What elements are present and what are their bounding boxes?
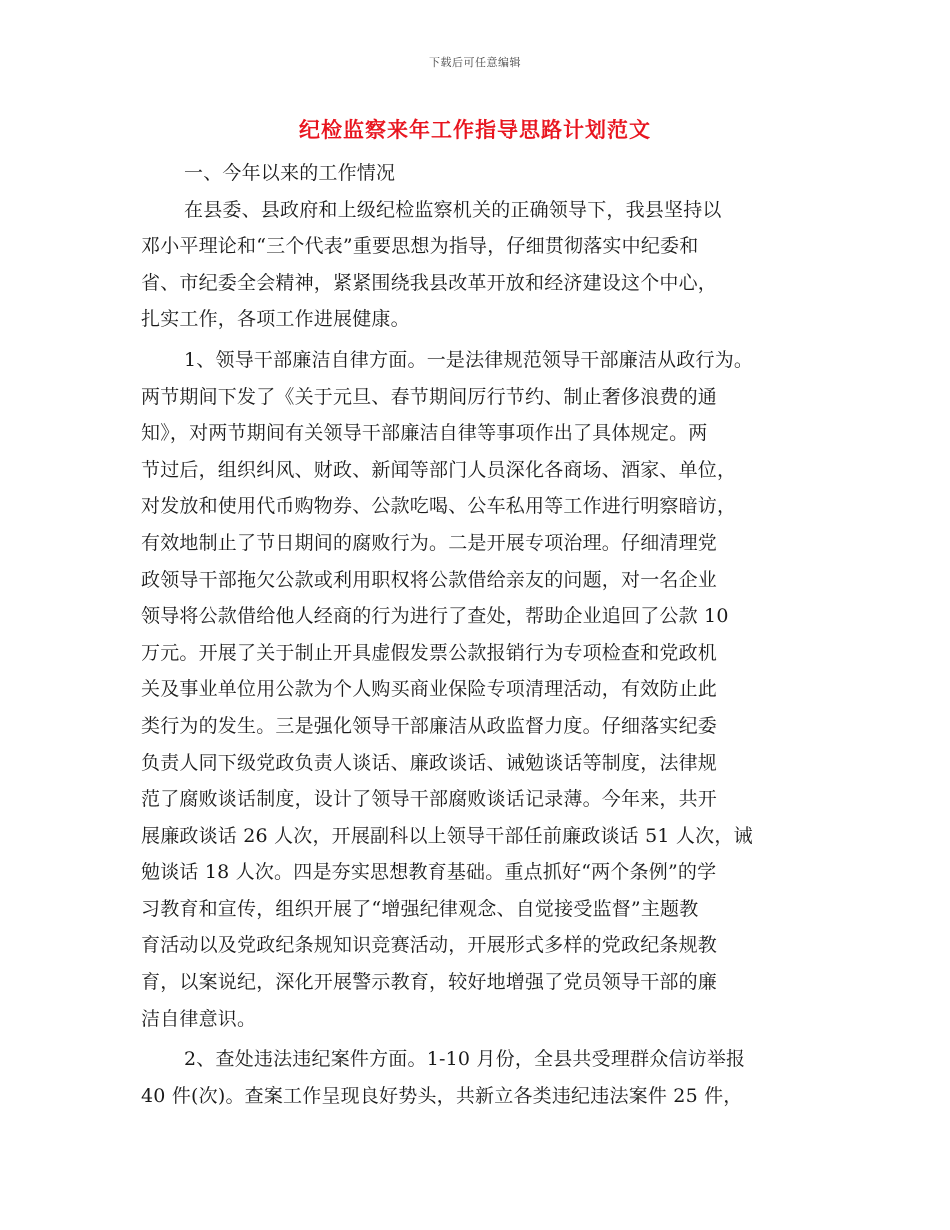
- body-line: 洁自律意识。: [141, 1007, 257, 1030]
- body-line: 两节期间下发了《关于元旦、春节期间厉行节约、制止奢侈浪费的通: [141, 385, 718, 408]
- body-line: 知》，对两节期间有关领导干部廉洁自律等事项作出了具体规定。两: [141, 422, 708, 445]
- body-line: 对发放和使用代币购物券、公款吃喝、公车私用等工作进行明察暗访，: [141, 495, 737, 518]
- body-line: 在县委、县政府和上级纪检监察机关的正确领导下，我县坚持以: [184, 198, 722, 221]
- body-line: 省、市纪委全会精神，紧紧围绕我县改革开放和经济建设这个中心，: [141, 271, 718, 294]
- body-line: 育，以案说纪，深化开展警示教育，较好地增强了党员领导干部的廉: [141, 971, 718, 994]
- body-line: 一、今年以来的工作情况: [184, 162, 396, 184]
- document-title: 纪检监察来年工作指导思路计划范文: [299, 117, 651, 142]
- body-line: 节过后，组织纠风、财政、新闻等部门人员深化各商场、酒家、单位，: [141, 458, 737, 481]
- body-line: 有效地制止了节日期间的腐败行为。二是开展专项治理。仔细清理党: [141, 531, 718, 554]
- body-line: 范了腐败谈话制度，设计了领导干部腐败谈话记录薄。今年来，共开: [141, 788, 718, 811]
- body-line: 政领导干部拖欠公款或利用职权将公款借给亲友的问题，对一名企业: [141, 568, 718, 591]
- body-line: 育活动以及党政纪条规知识竞赛活动，开展形式多样的党政纪条规教: [141, 934, 718, 957]
- body-line: 扎实工作，各项工作进展健康。: [141, 308, 410, 331]
- body-line: 领导将公款借给他人经商的行为进行了查处，帮助企业追回了公款 10: [141, 605, 729, 628]
- body-line: 2、查处违法违纪案件方面。1-10 月份，全县共受理群众信访举报: [184, 1048, 746, 1071]
- body-line: 负责人同下级党政负责人谈话、廉政谈话、诫勉谈话等制度，法律规: [141, 751, 718, 774]
- body-line: 1、领导干部廉洁自律方面。一是法律规范领导干部廉洁从政行为。: [184, 348, 754, 371]
- body-line: 万元。开展了关于制止开具虚假发票公款报销行为专项检查和党政机: [141, 641, 718, 664]
- document-body: [141, 155, 841, 1114]
- body-line: 习教育和宣传，组织开展了“增强纪律观念、自觉接受监督”主题教: [141, 897, 699, 920]
- body-line: 关及事业单位用公款为个人购买商业保险专项清理活动，有效防止此: [141, 678, 718, 701]
- body-line: 类行为的发生。三是强化领导干部廉洁从政监督力度。仔细落实纪委: [141, 714, 718, 737]
- body-line: 展廉政谈话 26 人次，开展副科以上领导干部任前廉政谈话 51 人次，诫: [141, 824, 753, 847]
- body-line: 勉谈话 18 人次。四是夯实思想教育基础。重点抓好“两个条例”的学: [141, 861, 717, 884]
- body-line: 邓小平理论和“三个代表”重要思想为指导，仔细贯彻落实中纪委和: [141, 235, 699, 258]
- header-note: 下载后可任意编辑: [429, 56, 521, 69]
- body-line: 40 件(次)。查案工作呈现良好势头，共新立各类违纪违法案件 25 件，: [141, 1084, 743, 1107]
